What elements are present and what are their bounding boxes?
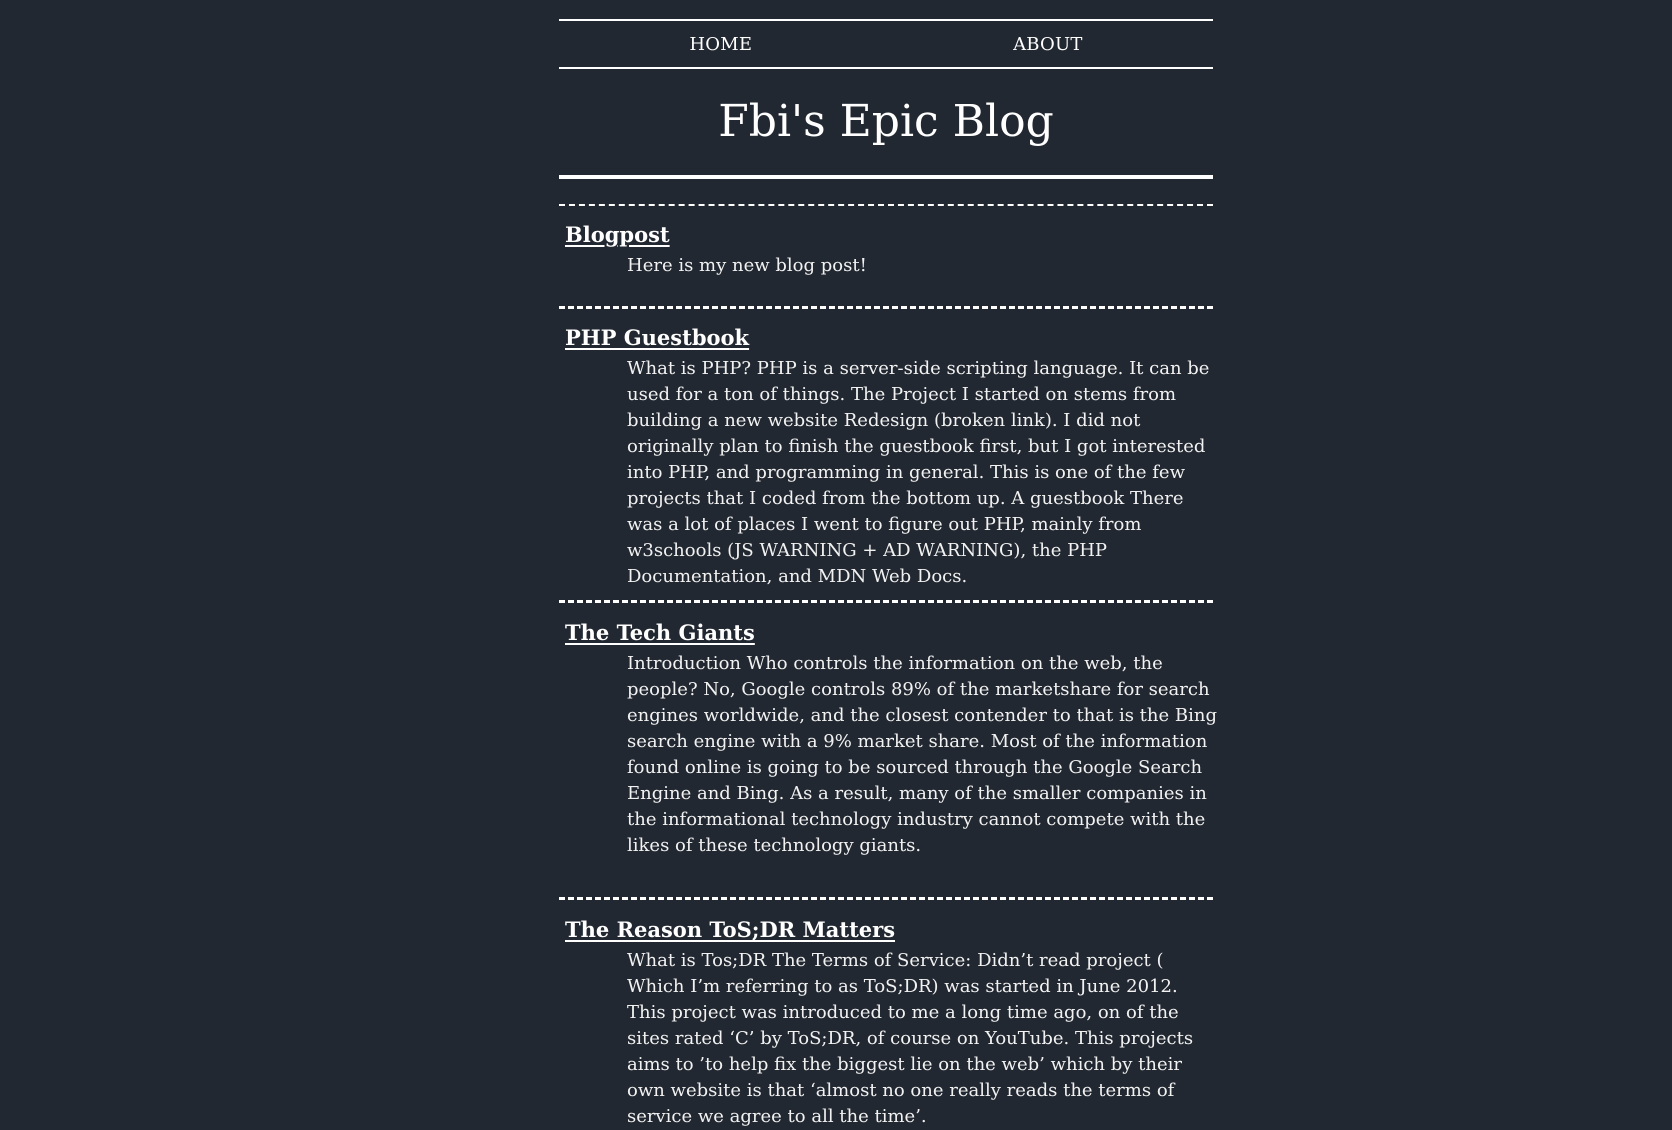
post-item [559, 206, 1213, 306]
post-excerpt: What is Tos;DR The Terms of Service: Didn’t read project ( Which I’m referring to as ToS;DR) was started in June 2012. This project was introduced to me a long time ago, on of the sites rated ‘C’ by ToS;DR, of course on YouTube. This projects aims to ’to help fix the biggest lie on the web’ which by their own website is that ‘almost no one really reads the terms of service we agree to all the time’. [627, 950, 1194, 1127]
post-excerpt: What is PHP? PHP is a server-side scripting language. It can be used for a ton of things. The Project I started on stems from building a new website Redesign (broken link). I did not originally plan to finish the guestbook first, but I got interested into PHP, and programming in general. This is one of the few projects that I coded from the bottom up. A guestbook There was a lot of places I went to figure out PHP, mainly from w3schools (JS WARNING + AD WARNING), the PHP Documentation, and MDN Web Docs. [627, 358, 1210, 587]
site-title: Fbi's Epic Blog [718, 96, 1054, 147]
nav-about-link[interactable]: ABOUT [1013, 33, 1083, 55]
post-title-link[interactable]: The Tech Giants [565, 620, 755, 645]
post-excerpt: Introduction Who controls the information on the web, the people? No, Google controls 89% of the marketshare for search engines worldwide, and the closest contender to that is the Bing search engine with a 9% market share. Most of the information found online is going to be sourced through the Google Search Engine and Bing. As a result, many of the smaller companies in the informational technology industry cannot compete with the likes of these technology giants. [627, 653, 1217, 856]
post-title-link[interactable]: The Reason ToS;DR Matters [565, 917, 896, 942]
post-title-link[interactable]: PHP Guestbook [565, 325, 750, 350]
post-item [559, 603, 1217, 897]
post-excerpt: Here is my new blog post! [627, 255, 867, 276]
nav-home-link[interactable]: HOME [689, 33, 753, 55]
post-title-link[interactable]: Blogpost [565, 222, 670, 247]
post-item [559, 309, 1213, 600]
top-nav [559, 19, 1213, 69]
page-container [559, 0, 1217, 1130]
post-item [559, 900, 1213, 1130]
